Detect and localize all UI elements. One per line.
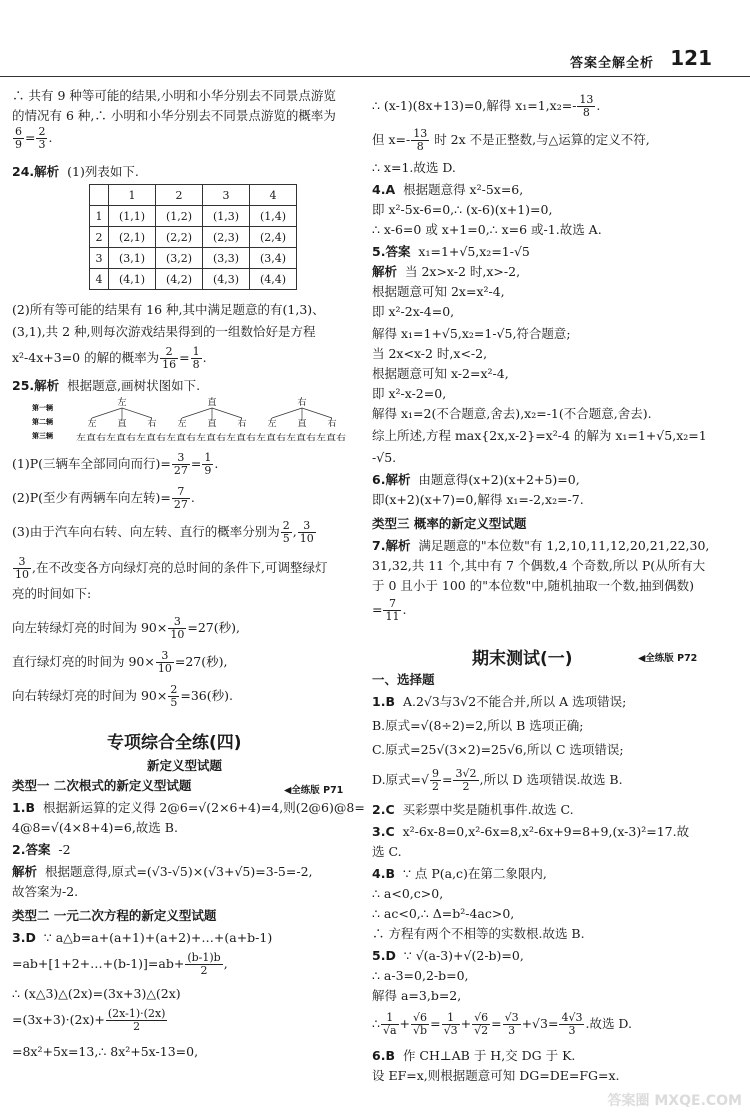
tree-leaves: 左直右左直右左直右左直右左直右左直右左直右左直右左直右 [76, 433, 292, 442]
tree-node: 直 [117, 419, 127, 429]
text-line: 于 0 且小于 100 的"本位数"中,随机抽取一个数,抽到偶数) [372, 578, 695, 593]
tree-node: 直 [207, 419, 217, 429]
text-line: 解得 x₁=1+√5,x₂=1-√5,符合题意; [372, 326, 571, 341]
tree-node: 左 [117, 398, 127, 408]
tree-level-label: 第二辆 [32, 418, 53, 426]
tree-node: 直 [207, 398, 217, 408]
tree-node: 左 [177, 419, 187, 429]
fraction-line: ∴ $\frac{1}{√a}$ + $\frac{√6}{√b}$ = $\frac{1}{√3}$ + $\frac{√6}{√2}$ = $\frac{√3}{3}$ +√3= $\frac{4√3}{3}$ .故选 D. [372, 1011, 632, 1037]
text-line: 设 EF=x,则根据题意可知 DG=DE=FG=x. [372, 1068, 620, 1083]
text-line: ∴ 共有 9 种等可能的结果,小明和小华分别去不同景点游览 [12, 88, 336, 103]
text-line: ∴ x=1.故选 D. [372, 160, 456, 175]
mc-answer-4: 4.B ∵ 点 P(a,c)在第二象限内, [372, 866, 547, 881]
text-line: 综上所述,方程 max{2x,x-2}=x²-4 的解为 x₁=1+√5,x₂=1 [372, 428, 707, 443]
fraction-line: D.原式=√ $\frac{9}{2}$ = $\frac{3√2}{2}$ ,所以 D 选项错误.故选 B. [372, 767, 623, 793]
text-line: -√5. [372, 450, 397, 465]
text-line: 解得 a=3,b=2, [372, 988, 462, 1003]
fraction-line: =(3x+3)·(2x)+ $\frac{(2x-1)\cdot(2x)}{2}$ [12, 1007, 166, 1033]
text-line: ∴ 方程有两个不相等的实数根.故选 B. [372, 926, 585, 941]
subsection-title: 新定义型试题 [147, 758, 223, 773]
question-24: 24.解析 (1)列表如下. [12, 164, 139, 179]
watermark: 答案圈 MXQE.COM [607, 1093, 742, 1109]
fraction-line: $\frac{6}{9}$ = $\frac{2}{3}$ . [15, 125, 53, 151]
header-rule [0, 76, 750, 77]
mc-answer-5: 5.D ∵ √(a-3)+√(2-b)=0, [372, 948, 524, 963]
fraction-line: 向左转绿灯亮的时间为 90× $\frac{3}{10}$ =27(秒), [12, 615, 240, 641]
text-line: 根据题意可知 2x=x²-4, [372, 284, 505, 299]
text-line: C.原式=25√(3×2)=25√6,所以 C 选项错误; [372, 742, 624, 757]
answer-2-explanation: 解析 根据题意得,原式=(√3-√5)×(√3+√5)=3-5=-2, [12, 864, 313, 879]
header-title: 答案全解全析 [569, 56, 654, 71]
text-line: (2)所有等可能的结果有 16 种,其中满足题意的有(1,3)、 [12, 302, 325, 317]
text-line: ∴ (x△3)△(2x)=(3x+3)△(2x) [12, 986, 181, 1001]
tree-level-label: 第三辆 [32, 432, 53, 440]
answer-6: 6.解析 由题意得(x+2)(x+2+5)=0, [372, 472, 580, 487]
subsection-title: 一、选择题 [372, 672, 435, 687]
answer-4: 4.A 根据题意得 x²-5x=6, [372, 182, 524, 197]
text-line: 即 x²-x-2=0, [372, 386, 447, 401]
answer-5: 5.答案 x₁=1+√5,x₂=1-√5 [372, 244, 530, 259]
answer-5-explanation: 解析 当 2x>x-2 时,x>-2, [372, 264, 521, 279]
answer-2: 2.答案 -2 [12, 842, 71, 857]
type-heading: 类型三 概率的新定义型试题 [372, 516, 527, 531]
fraction-line: 直行绿灯亮的时间为 90× $\frac{3}{10}$ =27(秒), [12, 649, 228, 675]
table-row: 1 (1,1) (1,2) (1,3) (1,4) [90, 206, 297, 227]
text-line: 亮的时间如下: [12, 586, 92, 601]
text-line: (3,1),共 2 种,则每次游戏结果得到的一组数恰好是方程 [12, 324, 316, 339]
fraction-line: (2)P(至少有两辆车向左转)= $\frac{7}{27}$ . [12, 485, 195, 511]
page-number: 121 [670, 46, 712, 70]
table-row: 2 (2,1) (2,2) (2,3) (2,4) [90, 227, 297, 248]
fraction-line: = $\frac{7}{11}$ . [372, 597, 407, 623]
text-line: 即(x+2)(x+7)=0,解得 x₁=-2,x₂=-7. [372, 492, 584, 507]
answer-3: 3.D ∵ a△b=a+(a+1)+(a+2)+…+(a+b-1) [12, 930, 273, 945]
text-line: 即 x²-5x-6=0,∴ (x-6)(x+1)=0, [372, 202, 553, 217]
text-line: 即 x²-2x-4=0, [372, 304, 455, 319]
mc-answer-1: 1.B A.2√3与3√2不能合并,所以 A 选项错误; [372, 694, 627, 709]
text-line: 的情况有 6 种,∴ 小明和小华分别去不同景点游览的概率为 [12, 108, 336, 123]
mc-answer-2: 2.C 买彩票中奖是随机事件.故选 C. [372, 802, 574, 817]
fraction-line: =ab+[1+2+…+(b-1)]=ab+ $\frac{(b-1)b}{2}$ , [12, 951, 228, 977]
type-heading: 类型二 一元二次方程的新定义型试题 [12, 908, 217, 923]
section-title: 专项综合全练(四) [107, 733, 242, 753]
mc-answer-3: 3.C x²-6x-8=0,x²-6x=8,x²-6x+9=8+9,(x-3)²=17.故 [372, 824, 690, 839]
tree-node: 左 [87, 419, 97, 429]
reference-tag: ◀全练版 P72 [638, 653, 698, 664]
fraction-line: ∴ (x-1)(8x+13)=0,解得 x₁=1,x₂=- $\frac{13}{8}$ . [372, 93, 601, 119]
text-line: B.原式=√(8÷2)=2,所以 B 选项正确; [372, 718, 584, 733]
table-row: 4 (4,1) (4,2) (4,3) (4,4) [90, 269, 297, 290]
fraction: $\frac{6}{9}$ [15, 125, 22, 151]
question-25: 25.解析 根据题意,画树状图如下. [12, 378, 201, 393]
text-line: =8x²+5x=13,∴ 8x²+5x-13=0, [12, 1044, 199, 1059]
tree-node: 右 [237, 419, 247, 429]
text-line: 根据题意可知 x-2=x²-4, [372, 366, 509, 381]
tree-node: 右 [327, 419, 337, 429]
fraction-line: $\frac{3}{10}$ ,在不改变各方向绿灯亮的总时间的条件下,可调整绿灯 [15, 555, 328, 581]
text-line: 4@8=√(4×8+4)=6,故选 B. [12, 820, 178, 835]
fraction-line: 但 x=- $\frac{13}{8}$ 时 2x 不是正整数,与△运算的定义不符, [372, 127, 650, 153]
fraction-line: 向右转绿灯亮的时间为 90× $\frac{2}{5}$ =36(秒). [12, 683, 233, 709]
text-line: ∴ x-6=0 或 x+1=0,∴ x=6 或-1.故选 A. [372, 222, 602, 237]
text-line: 故答案为-2. [12, 884, 79, 899]
text-line: ∴ ac<0,∴ Δ=b²-4ac>0, [372, 906, 515, 921]
text-line: 选 C. [372, 844, 402, 859]
fraction: $\frac{2}{3}$ [38, 125, 46, 151]
text-line: ∴ a-3=0,2-b=0, [372, 968, 469, 983]
answer-7: 7.解析 满足题意的"本位数"有 1,2,10,11,12,20,21,22,30, [372, 538, 710, 553]
tree-node: 右 [297, 398, 307, 408]
mc-answer-6: 6.B 作 CH⊥AB 于 H,交 DG 于 K. [372, 1048, 576, 1063]
text-line: 当 2x<x-2 时,x<-2, [372, 346, 488, 361]
type-heading: 类型一 二次根式的新定义型试题 [12, 778, 192, 793]
fraction-line: (3)由于汽车向右转、向左转、直行的概率分别为 $\frac{2}{5}$ , $\frac{3}{10}$ [12, 519, 314, 545]
fraction-line: x²-4x+3=0 的解的概率为 $\frac{2}{16}$ = $\frac{1}{8}$ . [12, 345, 207, 371]
fraction-line: (1)P(三辆车全部同向而行)= $\frac{3}{27}$ = $\frac{1}{9}$ . [12, 451, 219, 477]
tree-node: 右 [147, 419, 157, 429]
outcome-table [89, 184, 297, 290]
tree-node: 左 [267, 419, 277, 429]
text-line: 解得 x₁=2(不合题意,舍去),x₂=-1(不合题意,舍去). [372, 406, 652, 421]
tree-level-label: 第一辆 [32, 404, 53, 412]
reference-tag: ◀全练版 P71 [284, 785, 344, 796]
text-line: 31,32,共 11 个,其中有 7 个偶数,4 个奇数,所以 P(从所有大 [372, 558, 706, 573]
probability-tree [12, 394, 360, 444]
tree-node: 直 [297, 419, 307, 429]
table-row: 3 (3,1) (3,2) (3,3) (3,4) [90, 248, 297, 269]
table-row: 1 2 3 4 [90, 185, 297, 206]
section-title: 期末测试(一) [472, 649, 573, 669]
answer-1: 1.B 根据新运算的定义得 2@6=√(2×6+4)=4,则(2@6)@8= [12, 800, 365, 815]
text-line: ∴ a<0,c>0, [372, 886, 444, 901]
